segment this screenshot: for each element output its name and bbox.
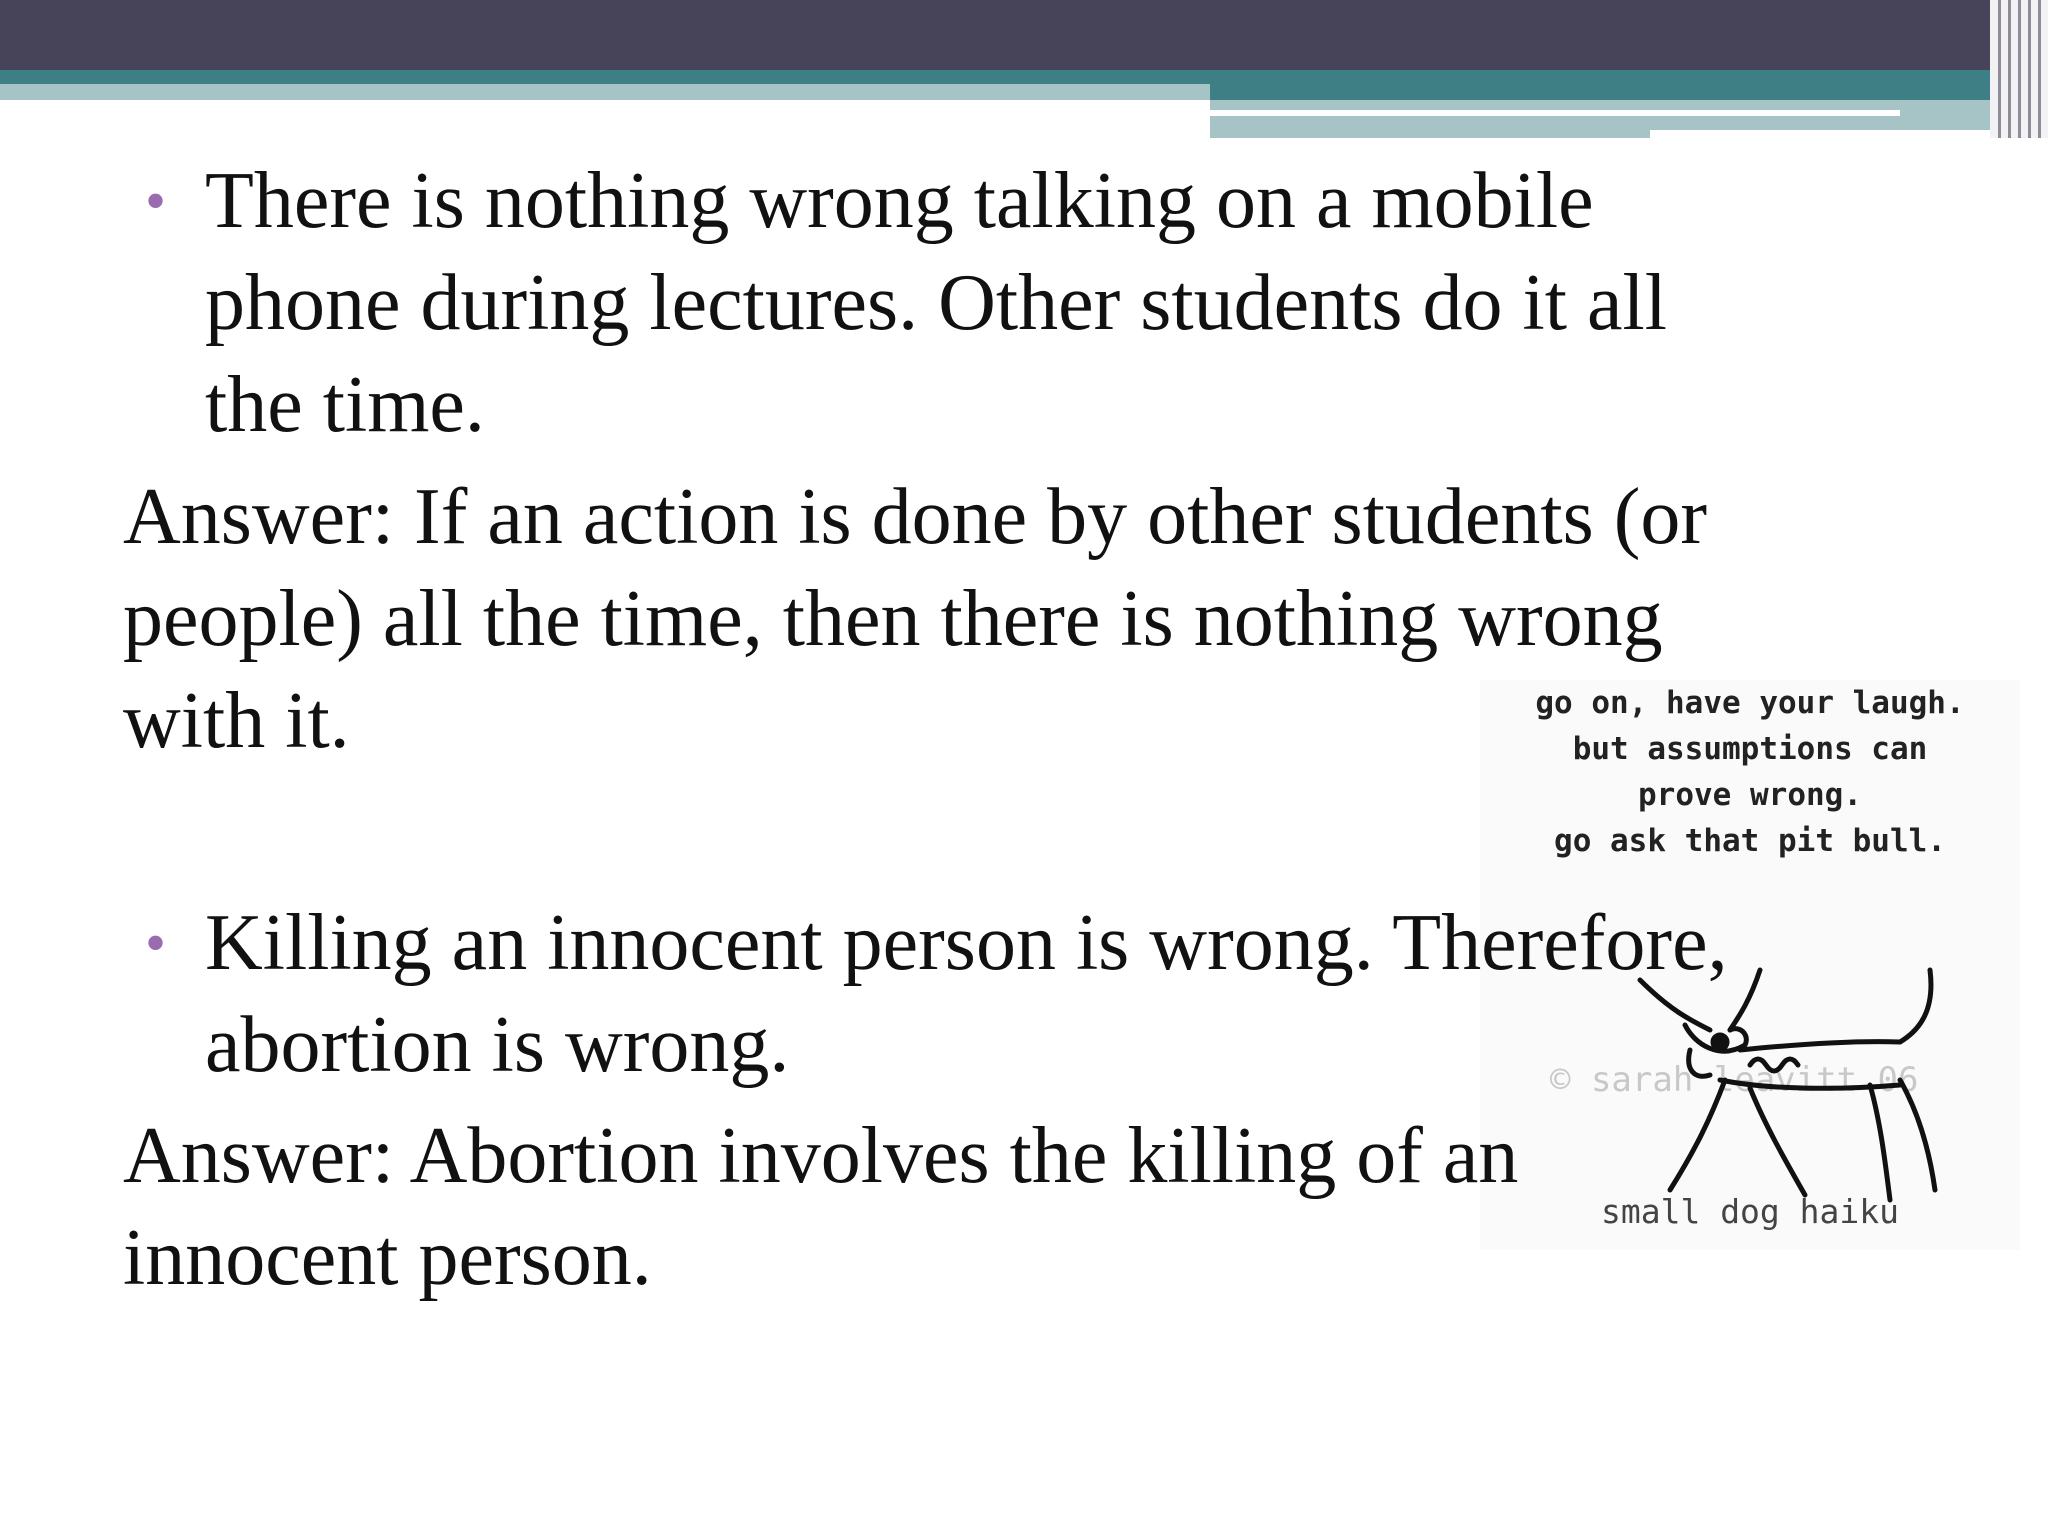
text-line: people) all the time, then there is nothing wrong bbox=[123, 575, 1663, 663]
text-line: with it. bbox=[123, 677, 350, 765]
header-light-stripe bbox=[0, 84, 1210, 100]
text-line: Answer: Abortion involves the killing of an bbox=[123, 1112, 1519, 1200]
answer-1 bbox=[123, 466, 1707, 772]
haiku-line: but assumptions can bbox=[1572, 731, 1928, 767]
stripe bbox=[1998, 0, 2001, 138]
haiku-text bbox=[1480, 680, 2020, 864]
comic-title: small dog haiku bbox=[1600, 1192, 1899, 1231]
header-bar bbox=[0, 0, 1990, 70]
comic-watermark: © sarah leavitt 06 bbox=[1550, 1060, 1919, 1100]
text-line: the time. bbox=[205, 361, 485, 449]
haiku-line: prove wrong. bbox=[1638, 777, 1862, 813]
haiku-line: go on, have your laugh. bbox=[1535, 685, 1965, 721]
stripe bbox=[2018, 0, 2021, 138]
stripe bbox=[2038, 0, 2041, 138]
text-line: Killing an innocent person is wrong. Therefore, bbox=[205, 899, 1728, 987]
text-line: Answer: If an action is done by other students (or bbox=[123, 473, 1708, 561]
header-right-stripes bbox=[1990, 0, 2048, 138]
bullet-marker: • bbox=[145, 168, 167, 234]
text-line: abortion is wrong. bbox=[205, 1001, 790, 1089]
bullet-marker: • bbox=[145, 910, 167, 976]
bullet-text-1 bbox=[205, 150, 1667, 456]
text-line: There is nothing wrong talking on a mobile bbox=[205, 157, 1594, 245]
header-accent-stripe bbox=[0, 70, 1990, 84]
stripe bbox=[2008, 0, 2011, 138]
text-line: innocent person. bbox=[123, 1214, 652, 1302]
header-step-line bbox=[1210, 110, 1900, 116]
header-accent-stripe-right bbox=[1210, 84, 1990, 100]
stripe bbox=[2028, 0, 2031, 138]
header-step-notch bbox=[1650, 130, 1990, 138]
haiku-line: go ask that pit bull. bbox=[1554, 823, 1946, 859]
text-line: phone during lectures. Other students do it all bbox=[205, 259, 1667, 347]
answer-2 bbox=[123, 1105, 1518, 1309]
bullet-text-2 bbox=[205, 892, 1728, 1096]
